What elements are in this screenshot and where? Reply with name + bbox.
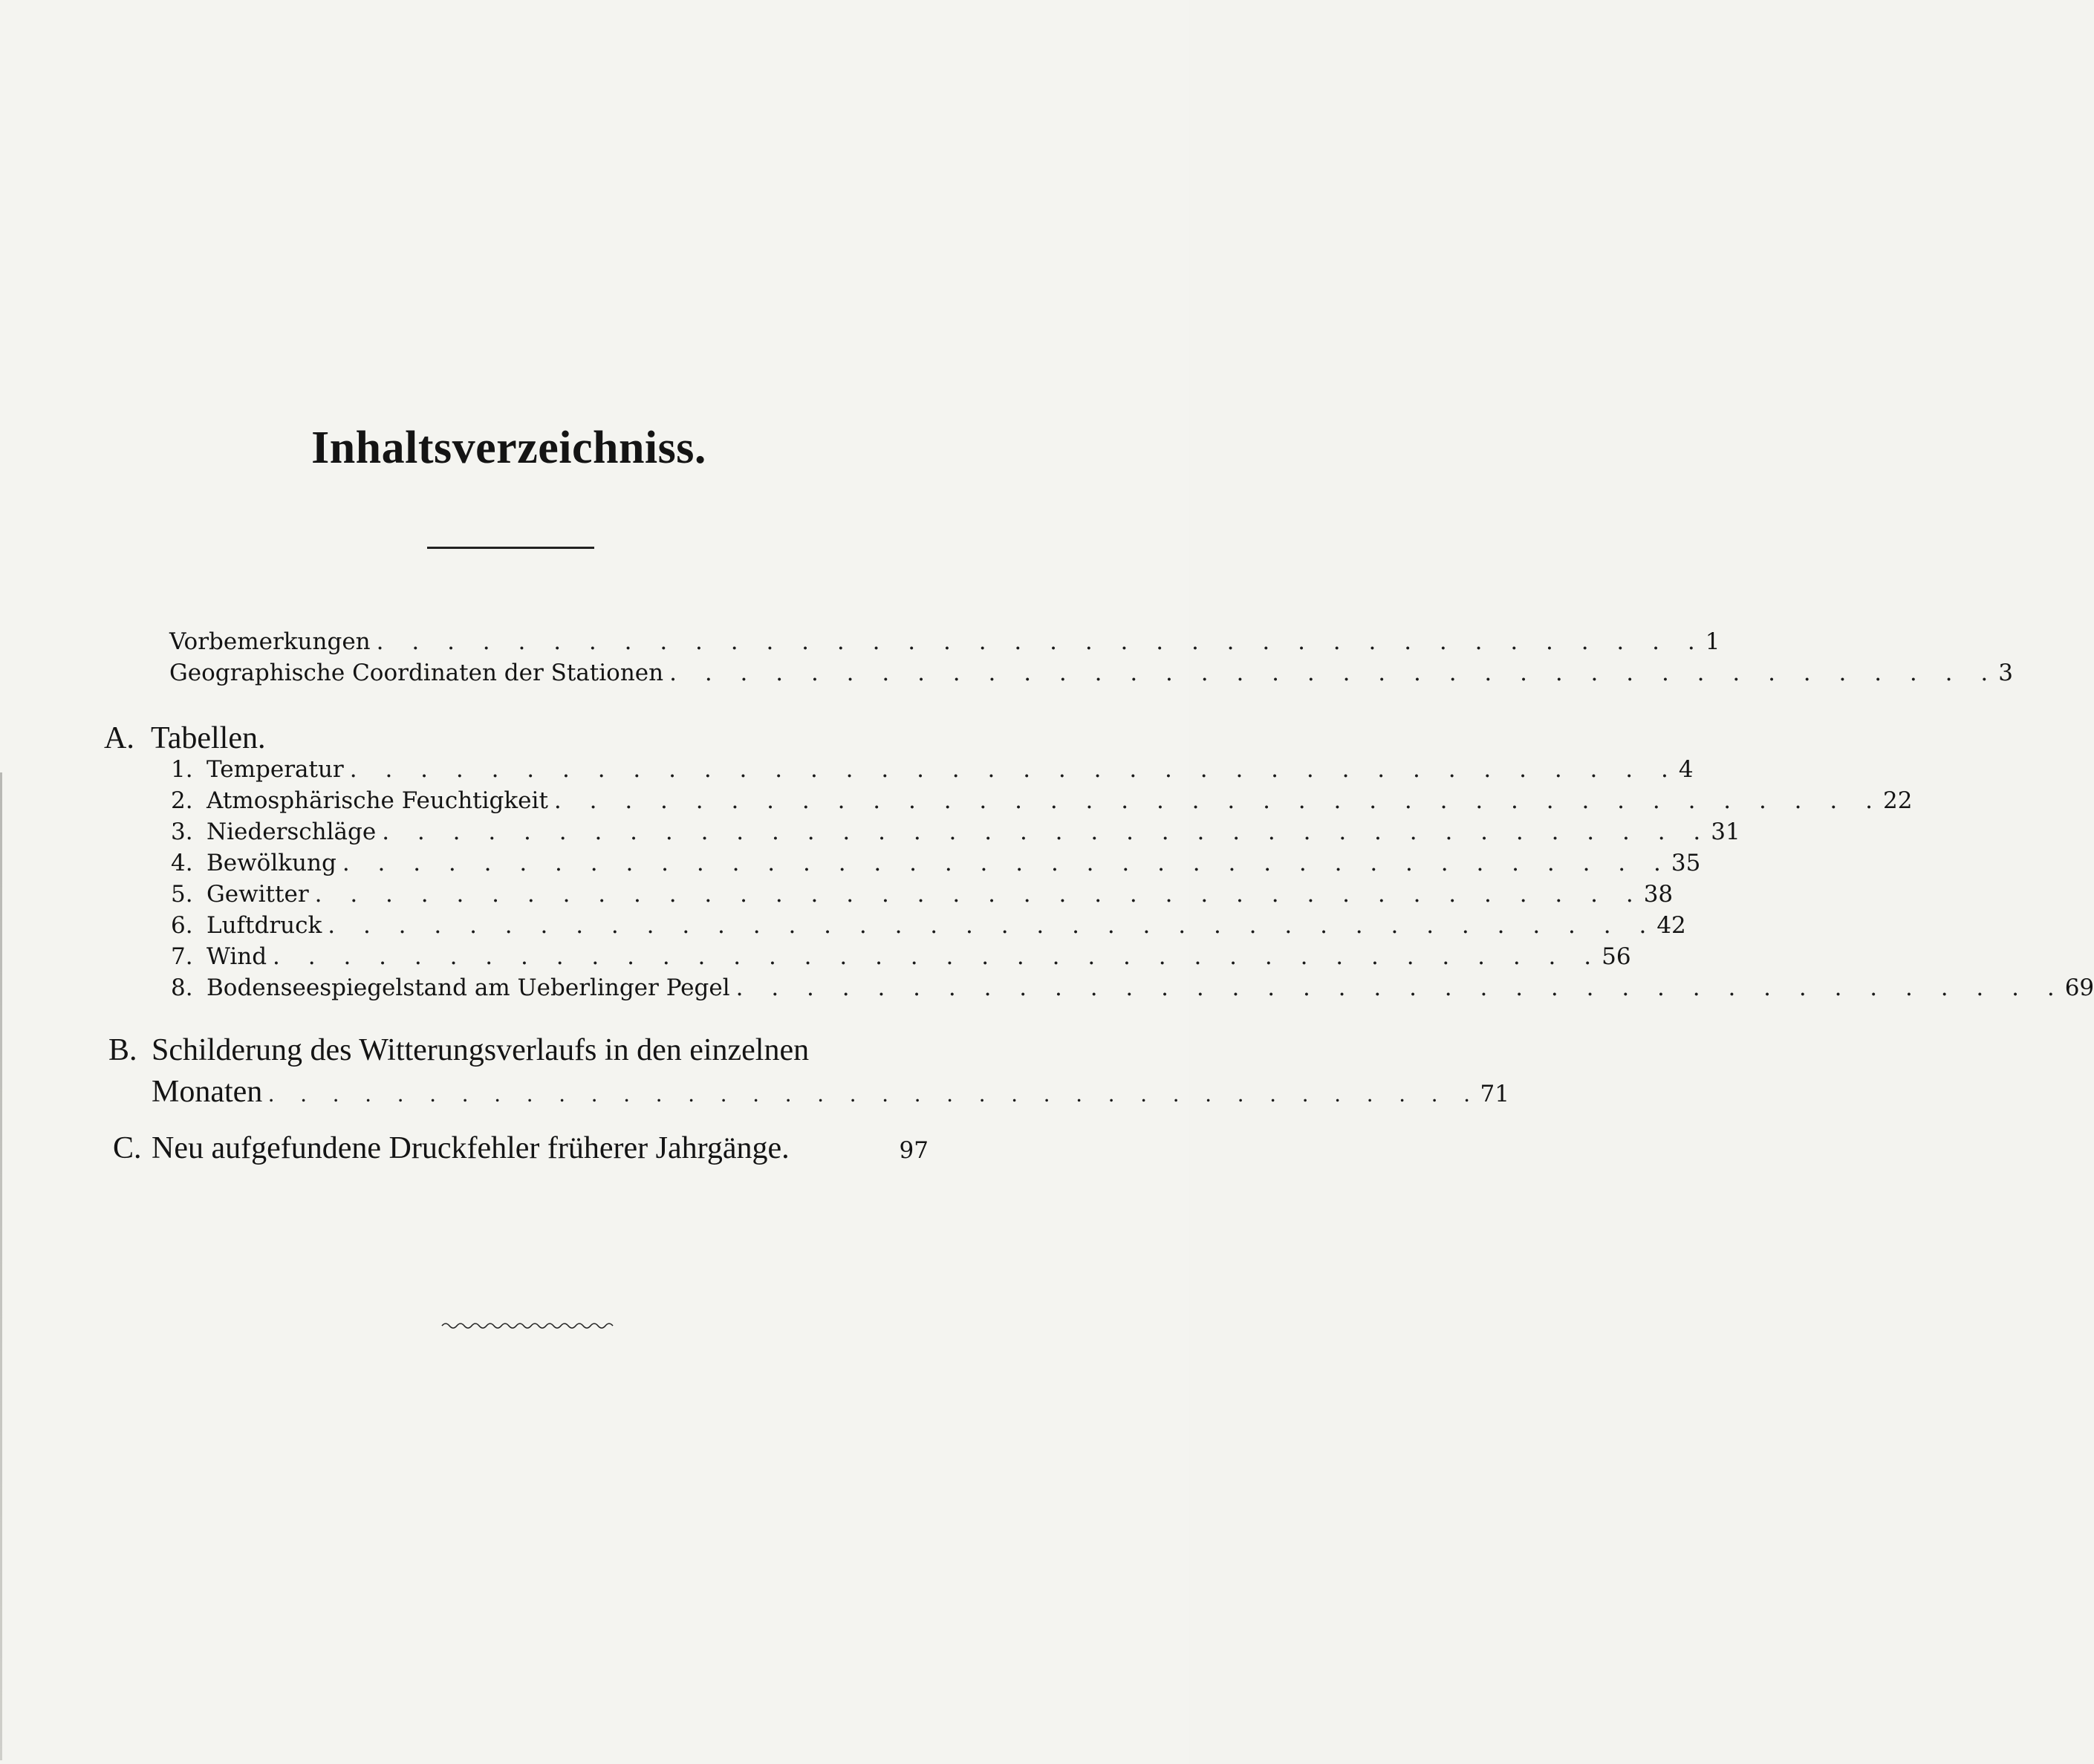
toc-entry-page: 42 bbox=[1656, 912, 1686, 939]
toc-entry-gewitter bbox=[171, 881, 1674, 908]
toc-entry-number: 8. bbox=[171, 974, 193, 1001]
toc-entry-number: 1. bbox=[171, 756, 193, 783]
toc-entry-page: 38 bbox=[1643, 881, 1674, 908]
toc-entry-feuchtigkeit bbox=[171, 787, 1913, 814]
toc-entry-label: Gewitter bbox=[207, 881, 309, 908]
dot-leader: . . . . . . . . . . . . . . . . . . . . . . . . . . . . . . . . . . . . . . bbox=[382, 818, 1711, 845]
toc-entry-luftdruck bbox=[171, 912, 1686, 939]
toc-entry-number: 4. bbox=[171, 850, 193, 876]
section-b-title-line2: Monaten bbox=[152, 1075, 263, 1109]
toc-entry-coordinates bbox=[169, 660, 2013, 686]
toc-entry-page: 56 bbox=[1602, 943, 1631, 970]
dot-leader: . . . . . . . . . . . . . . . . . . . . . . . . . . . . . . . . . . . . . . bbox=[342, 850, 1671, 876]
section-c-title: Neu aufgefundene Druckfehler früherer Jahrgänge. bbox=[152, 1131, 790, 1165]
toc-entry-label: Vorbemerkungen bbox=[169, 628, 371, 655]
toc-entry-preface bbox=[169, 628, 1720, 655]
toc-entry-page: 97 bbox=[899, 1137, 929, 1164]
wavy-ornament-rule bbox=[442, 1321, 613, 1331]
dot-leader: . . . . . . . . . . . . . . . . . . . . . . . . . . . . . . . . . . . . . . bbox=[328, 912, 1657, 939]
dot-leader: . . . . . . . . . . . . . . . . . . . . . . . . . . . . . . . . . . . . . . bbox=[314, 881, 1644, 908]
toc-entry-label: Luftdruck bbox=[207, 912, 322, 939]
toc-entry-page: 31 bbox=[1711, 818, 1740, 845]
toc-entry-label: Bewölkung bbox=[207, 850, 336, 876]
toc-entry-bodensee bbox=[171, 974, 2094, 1001]
toc-entry-temperatur bbox=[171, 756, 1694, 783]
dot-leader: . . . . . . . . . . . . . . . . . . . . . . . . . . . . . . . . . . . . . . bbox=[669, 660, 1999, 686]
dot-leader: . . . . . . . . . . . . . . . . . . . . . . . . . . . . . . . . . . . . . . bbox=[735, 974, 2065, 1001]
toc-entry-number: 7. bbox=[171, 943, 193, 970]
toc-entry-label: Niederschläge bbox=[207, 818, 377, 845]
section-a-letter: A. bbox=[104, 721, 134, 755]
toc-entry-label: Atmosphärische Feuchtigkeit bbox=[207, 787, 548, 814]
dot-leader: . . . . . . . . . . . . . . . . . . . . . . . . . . . . . . . . . . . . . . bbox=[349, 756, 1679, 783]
toc-entry-number: 3. bbox=[171, 818, 193, 845]
section-b-title-line1: Schilderung des Witterungsverlaufs in den einzelnen bbox=[152, 1033, 810, 1067]
section-c-letter: C. bbox=[113, 1131, 142, 1165]
dot-leader: . . . . . . . . . . . . . . . . . . . . . . . . . . . . . . . . . . . . . . bbox=[273, 943, 1602, 970]
page-title: Inhaltsverzeichniss. bbox=[311, 423, 706, 473]
toc-entry-niederschlaege bbox=[171, 818, 1740, 845]
toc-entry-page: 4 bbox=[1678, 756, 1694, 783]
toc-entry-bewoelkung bbox=[171, 850, 1701, 876]
toc-entry-label: Geographische Coordinaten der Stationen bbox=[169, 660, 664, 686]
toc-entry-page: 22 bbox=[1882, 787, 1913, 814]
toc-entry-label: Bodenseespiegelstand am Ueberlinger Pegel bbox=[207, 974, 730, 1001]
toc-entry-number: 2. bbox=[171, 787, 193, 814]
toc-entry-label: Wind bbox=[207, 943, 267, 970]
toc-entry-number: 6. bbox=[171, 912, 193, 939]
title-rule bbox=[427, 547, 594, 549]
toc-entry-page: 3 bbox=[1998, 660, 2013, 686]
section-b-letter: B. bbox=[108, 1033, 137, 1067]
toc-entry-section-c bbox=[113, 1130, 929, 1166]
toc-entry-page: 69 bbox=[2064, 974, 2094, 1001]
section-a-title: Tabellen. bbox=[151, 721, 266, 755]
toc-entry-label: Temperatur bbox=[207, 756, 344, 783]
toc-entry-section-b bbox=[152, 1074, 1509, 1110]
toc-entry-page: 71 bbox=[1480, 1081, 1509, 1107]
toc-entry-wind bbox=[171, 943, 1631, 970]
page-edge-shadow bbox=[0, 772, 2, 1760]
dot-leader: . . . . . . . . . . . . . . . . . . . . . . . . . . . . . . . . . . . . . . bbox=[376, 628, 1706, 655]
toc-entry-page: 35 bbox=[1671, 850, 1701, 876]
toc-entry-number: 5. bbox=[171, 881, 193, 908]
dot-leader: . . . . . . . . . . . . . . . . . . . . . . . . . . . . . . . . . . . . . . bbox=[553, 787, 1883, 814]
toc-entry-page: 1 bbox=[1705, 628, 1720, 655]
dot-leader: . . . . . . . . . . . . . . . . . . . . . . . . . . . . . . . . . . . . . . bbox=[268, 1081, 1480, 1107]
